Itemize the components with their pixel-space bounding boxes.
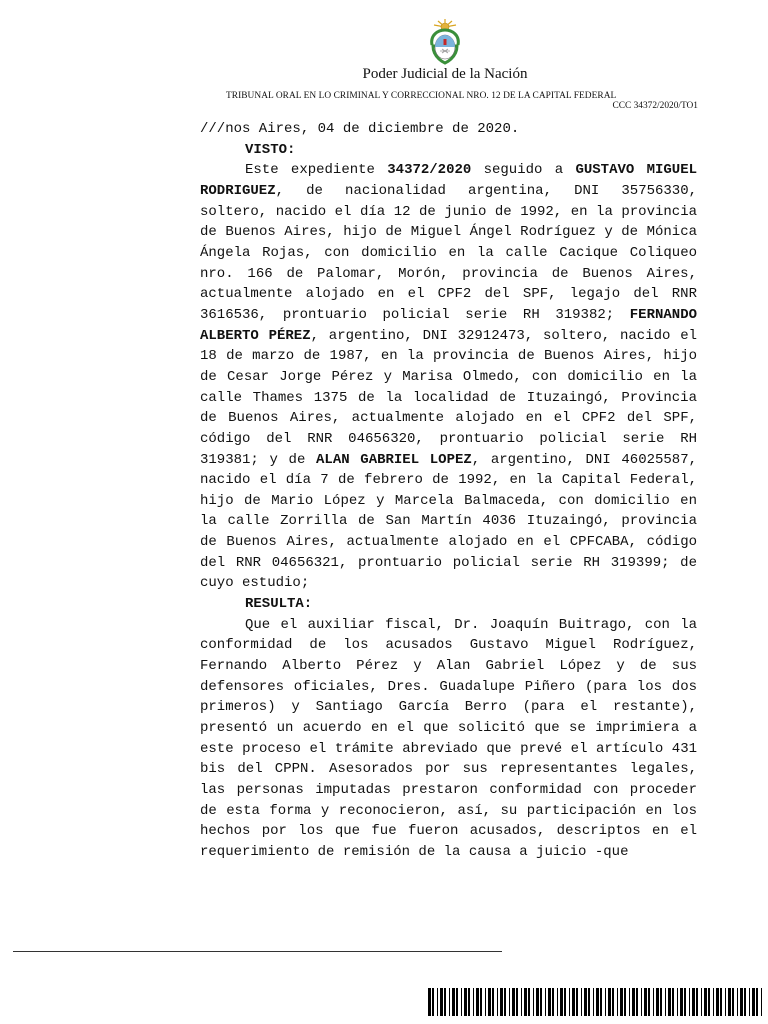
institution-title: Poder Judicial de la Nación — [362, 66, 528, 82]
visto-text-3: , de nacionalidad argentina, DNI 35756330, soltero, nacido el día 12 de junio de 1992, en la provincia de Buenos Aires, hijo de Miguel Ángel Rodríguez y de Mónica Ángela Rojas, con domicilio en la calle Cacique Coliqueo nro. 166 de Palomar, Morón, provincia de Buenos Aires, actualmente alojado en el CPF2 del SPF, legajo del RNR 3616536, prontuario policial serie RH 319382; — [200, 182, 697, 323]
defendant-name-2: FERNANDO ALBERTO PÉREZ — [200, 306, 697, 344]
defendant-name-3: ALAN GABRIEL LOPEZ — [316, 451, 472, 468]
visto-text-4: , argentino, DNI 32912473, soltero, nacido el 18 de marzo de 1987, en la provincia de Buenos Aires, hijo de Cesar Jorge Pérez y Marisa Olmedo, con domicilio en la calle Thames 1375 de la localidad de Ituzaingó, Provincia de Buenos Aires, actualmente alojado en el CPF2 del SPF, código del RNR 04656320, prontuario policial serie RH 319381; y de — [200, 327, 698, 468]
visto-heading: VISTO: — [245, 141, 296, 158]
coat-of-arms-icon — [428, 18, 462, 66]
defendant-name-1: GUSTAVO MIGUEL RODRIGUEZ — [200, 162, 698, 199]
visto-text-5: , argentino, DNI 46025587, nacido el día 7 de febrero de 1992, en la Capital Federal, hijo de Mario López y Marcela Balmaceda, con domicilio en la calle Zorrilla de San Martín 4036 Ituzaingó, provincia de Buenos Aires, actualmente alojado en el CPFCABA, código del RNR 04656321, prontuario policial serie RH 319399; de cuyo estudio; — [200, 451, 698, 592]
resolution-body — [200, 119, 697, 863]
visto-paragraph — [200, 160, 697, 594]
case-number: 34372/2020 — [387, 162, 472, 179]
resulta-paragraph: Que el auxiliar fiscal, Dr. Joaquín Buitrago, con la conformidad de los acusados Gustavo Miguel Rodríguez, Fernando Alberto Pérez y Alan Gabriel López y de sus defensores oficiales, Dres. Guadalupe Piñero (para los dos primeros) y Santiago García Berro (para el restante), presentó un acuerdo en el que solicitó que se imprimiera a este proceso el trámite abreviado que prevé el artículo 431 bis del CPPN. Asesorados por sus representantes legales, las personas imputadas prestaron conformidad con proceder de esta forma y reconocieron, así, su participación en los hechos por los que fue fueron acusados, descriptos en el requerimiento de remisión de la causa a juicio -que — [200, 616, 697, 860]
case-reference: CCC 34372/2020/TO1 — [612, 101, 698, 111]
resulta-heading: RESULTA: — [245, 596, 313, 613]
visto-text-2: seguido a — [471, 162, 576, 179]
visto-text-1: Este expediente — [245, 162, 388, 179]
date-line: ///nos Aires, 04 de diciembre de 2020. — [200, 121, 520, 137]
footer-divider — [13, 951, 502, 952]
barcode-icon — [428, 988, 766, 1016]
tribunal-name: TRIBUNAL ORAL EN LO CRIMINAL Y CORRECCIONAL NRO. 12 DE LA CAPITAL FEDERAL — [226, 91, 617, 101]
